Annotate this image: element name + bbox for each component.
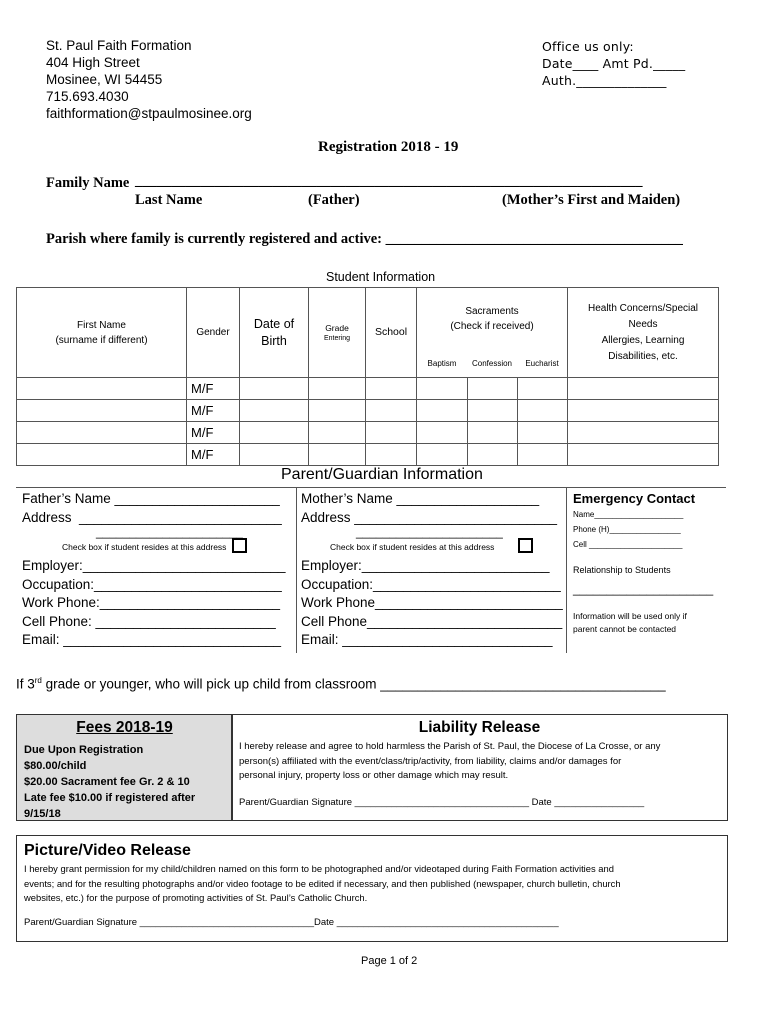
col-confession: Confession xyxy=(467,350,517,378)
liability-signature-field[interactable]: Parent/Guardian Signature _________________________________ Date _________________ xyxy=(239,796,645,808)
family-last-name-label: Last Name xyxy=(135,192,203,208)
office-date-amt[interactable]: Date____ Amt Pd._____ xyxy=(542,56,686,71)
mother-resides-row xyxy=(296,537,566,557)
table-row[interactable] xyxy=(17,444,719,466)
father-employer-field[interactable]: Employer:___________________________ xyxy=(22,558,286,573)
mother-work-phone-field[interactable]: Work Phone_________________________ xyxy=(301,595,563,610)
col-first-name: First Name xyxy=(77,319,126,331)
father-occupation-field[interactable]: Occupation:_________________________ xyxy=(22,576,282,592)
father-resides-label: Check box if student resides at this address xyxy=(62,542,227,552)
office-title: Office us only: xyxy=(542,39,634,54)
family-father-label: (Father) xyxy=(308,192,360,208)
father-cell-phone-field[interactable]: Cell Phone: ________________________ xyxy=(22,613,276,629)
gender-cell[interactable]: M/F xyxy=(187,378,240,400)
emergency-info-2: parent cannot be contacted xyxy=(573,624,677,634)
mother-cell-phone-field[interactable]: Cell Phone__________________________ xyxy=(301,613,563,629)
col-first-name-sub: (surname if different) xyxy=(55,334,148,346)
col-eucharist: Eucharist xyxy=(517,350,568,378)
emergency-name-field[interactable]: Name____________________ xyxy=(573,510,684,519)
liability-box xyxy=(231,714,728,821)
father-name-field[interactable]: Father’s Name ______________________ xyxy=(22,491,280,506)
parent-info-heading: Parent/Guardian Information xyxy=(281,466,483,483)
parish-field[interactable]: Parish where family is currently registered and active: _________________________________________ xyxy=(46,231,683,247)
family-mother-label: (Mother’s First and Maiden) xyxy=(502,192,681,208)
org-street: 404 High Street xyxy=(46,55,140,70)
office-auth[interactable]: Auth.______________ xyxy=(542,73,667,88)
student-table xyxy=(16,287,719,466)
col-grade: Grade xyxy=(325,322,349,333)
emergency-info-1: Information will be used only if xyxy=(573,611,687,621)
table-row[interactable] xyxy=(17,378,719,400)
liability-heading: Liability Release xyxy=(418,719,541,736)
col-school: School xyxy=(366,288,417,378)
pickup-prefix: If 3 xyxy=(16,676,35,692)
col-health-2: Needs xyxy=(628,318,658,330)
father-resides-checkbox[interactable] xyxy=(232,538,247,553)
picture-line: events; and for the resulting photographs and/or video footage to be edited if necessary, and then published (newspaper, church bulletin, church xyxy=(24,877,621,889)
org-email: faithformation@stpaulmosinee.org xyxy=(46,106,252,121)
fees-line: Due Upon Registration xyxy=(24,744,144,756)
father-address-field[interactable]: Address ___________________________ xyxy=(22,509,282,525)
pickup-sup: rd xyxy=(34,676,42,685)
col-sacraments-sub: (Check if received) xyxy=(450,320,534,332)
gender-cell[interactable]: M/F xyxy=(187,400,240,422)
emergency-cell-field[interactable]: Cell _____________________ xyxy=(573,540,683,549)
fees-line: Late fee $10.00 if registered after xyxy=(24,792,196,804)
liability-line: person(s) affiliated with the event/class/trip/activity, from liability, claims and/or damages for xyxy=(239,755,622,767)
org-name: St. Paul Faith Formation xyxy=(46,38,192,53)
emergency-relationship-field[interactable]: _____________________ xyxy=(573,582,714,596)
picture-signature-field[interactable]: Parent/Guardian Signature _________________________________Date __________________________________________ xyxy=(24,916,559,928)
picture-release-box xyxy=(16,835,728,942)
picture-heading: Picture/Video Release xyxy=(24,842,191,859)
mother-occupation-field[interactable]: Occupation:_________________________ xyxy=(301,576,561,592)
family-name-field[interactable]: ______________________________________________________________________ xyxy=(135,173,643,189)
picture-line: I hereby grant permission for my child/children named on this form to be photographed and/or videotaped during Faith Formation activities and xyxy=(24,863,614,874)
mother-employer-field[interactable]: Employer:_________________________ xyxy=(301,558,550,573)
col-health-4: Disabilities, etc. xyxy=(608,350,678,362)
table-row[interactable] xyxy=(17,422,719,444)
col-baptism: Baptism xyxy=(417,350,468,378)
liability-line: I hereby release and agree to hold harmless the Parish of St. Paul, the Diocese of La Crosse, or any xyxy=(239,741,661,752)
org-city: Mosinee, WI 54455 xyxy=(46,72,163,87)
liability-line: personal injury, property loss or other damage which may result. xyxy=(239,770,509,781)
col-health-3: Allergies, Learning xyxy=(601,334,685,346)
fees-line: $80.00/child xyxy=(24,760,87,772)
gender-cell[interactable]: M/F xyxy=(187,422,240,444)
father-email-field[interactable]: Email: _____________________________ xyxy=(22,632,281,647)
pickup-field[interactable] xyxy=(16,676,666,692)
mother-name-field[interactable]: Mother’s Name ___________________ xyxy=(301,491,540,506)
col-sacraments: Sacraments xyxy=(465,305,519,317)
fees-heading: Fees 2018-19 xyxy=(76,719,173,736)
col-dob: Date of xyxy=(253,316,295,331)
mother-email-field[interactable]: Email: ____________________________ xyxy=(301,632,553,647)
emergency-heading: Emergency Contact xyxy=(573,491,696,506)
family-name-label: Family Name xyxy=(46,175,130,191)
student-info-heading: Student Information xyxy=(326,270,436,284)
table-row[interactable] xyxy=(17,400,719,422)
mother-resides-label: Check box if student resides at this address xyxy=(330,542,495,552)
org-phone: 715.693.4030 xyxy=(46,89,129,104)
father-work-phone-field[interactable]: Work Phone:________________________ xyxy=(22,595,280,610)
father-resides-row xyxy=(16,537,296,557)
col-gender: Gender xyxy=(187,288,240,378)
gender-cell[interactable]: M/F xyxy=(187,444,240,466)
picture-line: websites, etc.) for the purpose of promoting activities of St. Paul’s Catholic Church. xyxy=(24,892,368,903)
col-dob-sub: Birth xyxy=(261,333,287,348)
mother-section xyxy=(296,487,567,653)
col-health-1: Health Concerns/Special xyxy=(587,302,699,314)
fees-line: 9/15/18 xyxy=(24,808,61,820)
emergency-section xyxy=(566,487,726,653)
emergency-phone-field[interactable]: Phone (H)________________ xyxy=(573,525,681,534)
col-grade-sub: Entering xyxy=(323,334,351,342)
mother-address2-field[interactable]: ______________________ xyxy=(356,525,503,539)
page-number: Page 1 of 2 xyxy=(361,955,418,967)
fees-box xyxy=(16,714,233,821)
mother-resides-checkbox[interactable] xyxy=(518,538,533,553)
father-section xyxy=(16,487,297,653)
pickup-rest: grade or younger, who will pick up child from classroom ______________________________________ xyxy=(41,676,666,692)
mother-address-field[interactable]: Address ___________________________ xyxy=(301,509,557,525)
page-title: Registration 2018 - 19 xyxy=(318,139,459,155)
father-address2-field[interactable]: ______________________ xyxy=(96,525,243,539)
fees-line: $20.00 Sacrament fee Gr. 2 & 10 xyxy=(24,776,190,788)
emergency-relationship-label: Relationship to Students xyxy=(573,565,671,575)
